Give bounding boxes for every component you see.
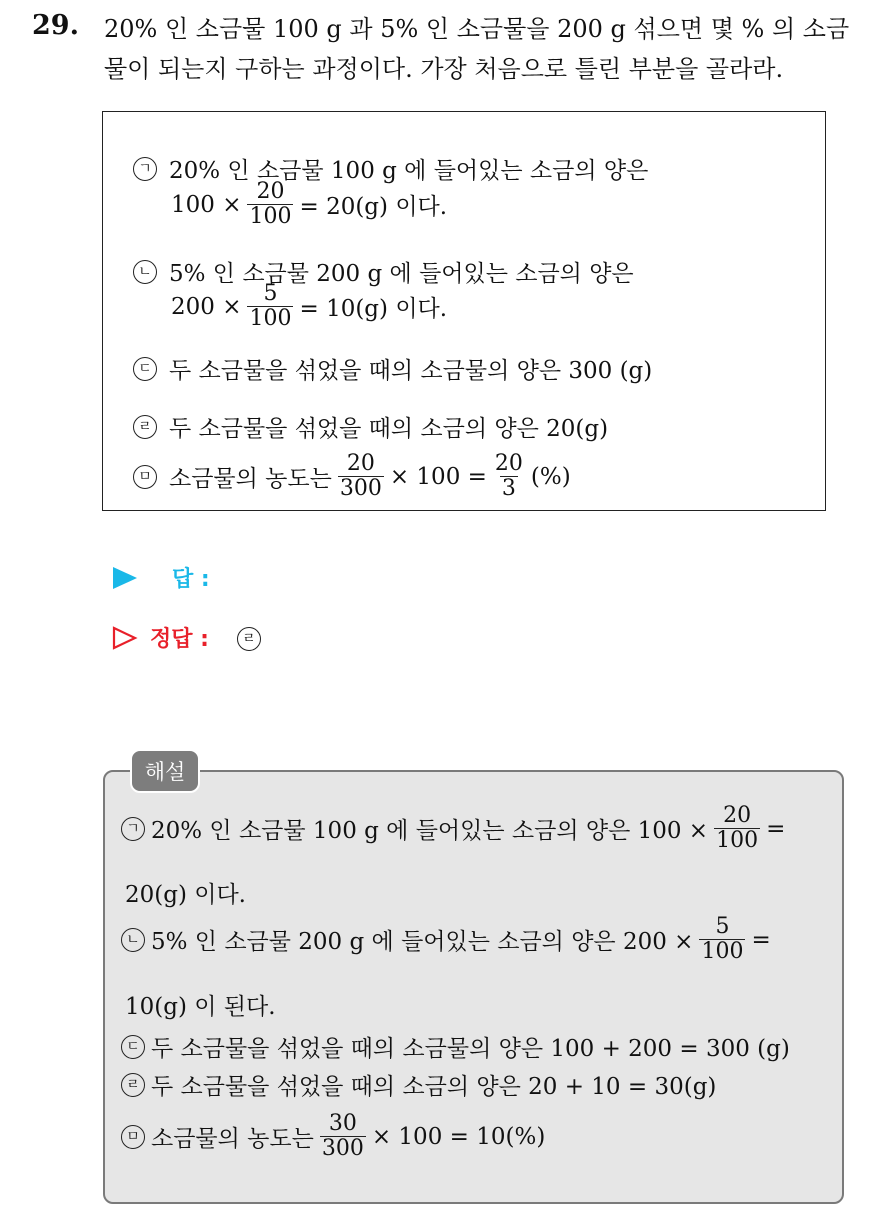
solution-box (103, 770, 844, 1204)
denominator: 100 (716, 828, 759, 854)
solution-text: 두 소금물을 섞었을 때의 소금물의 양은 100 + 200 = 300 (g) (151, 1036, 790, 1062)
marker-circle: ㄷ (121, 1035, 145, 1059)
step-5-line (133, 452, 571, 501)
solution-text: 20(g) 이다. (125, 882, 246, 908)
marker-circle: ㄹ (133, 415, 157, 439)
step-3-line (133, 352, 652, 385)
solution-text: 20% 인 소금물 100 g 에 들어있는 소금의 양은 100 × (151, 818, 709, 845)
denominator: 300 (339, 476, 382, 502)
marker-circle: ㄴ (121, 928, 145, 952)
solution-text: × 100 = 10(%) (371, 1123, 546, 1150)
fraction (247, 180, 293, 229)
expr-post: (%) (530, 463, 571, 490)
numerator: 20 (346, 451, 375, 476)
expr-post: = 20(g) 이다. (299, 194, 448, 221)
fraction (714, 804, 760, 853)
solution-text: 10(g) 이 된다. (125, 994, 276, 1020)
numerator: 20 (723, 803, 752, 828)
denominator: 3 (501, 476, 516, 502)
step-1-line-b (171, 180, 447, 229)
answer-arrow-icon (112, 566, 138, 590)
equals-sign: = (766, 815, 786, 842)
step-text: 5% 인 소금물 200 g 에 들어있는 소금의 양은 (169, 261, 634, 287)
marker-circle: ㅁ (133, 465, 157, 489)
solution-line-2-cont (125, 988, 276, 1021)
solution-text: 소금물의 농도는 (151, 1126, 314, 1153)
step-text: 두 소금물을 섞었을 때의 소금의 양은 20(g) (169, 416, 609, 442)
correct-answer-value: ㄹ (237, 627, 261, 651)
correct-answer-arrow-icon (112, 626, 138, 650)
solution-tag: 해설 (130, 749, 200, 793)
answer-label: 답 : (172, 567, 210, 592)
expr-mid: × 100 = (389, 463, 487, 490)
marker-circle: ㄱ (121, 817, 145, 841)
correct-answer-label: 정답 : (150, 627, 209, 652)
marker-circle: ㄹ (121, 1073, 145, 1097)
solution-line-1 (121, 804, 785, 853)
question-number: 29. (32, 10, 79, 41)
fraction (338, 452, 384, 501)
fraction (320, 1112, 366, 1161)
fraction (699, 915, 745, 964)
solution-line-2 (121, 915, 771, 964)
marker-circle: ㄴ (133, 260, 157, 284)
step-4-line (133, 410, 608, 443)
solution-text: 두 소금물을 섞었을 때의 소금의 양은 20 + 10 = 30(g) (151, 1074, 717, 1100)
solution-line-5 (121, 1112, 545, 1161)
denominator: 100 (249, 306, 292, 332)
numerator: 20 (494, 451, 523, 476)
solution-text: 5% 인 소금물 200 g 에 들어있는 소금의 양은 200 × (151, 929, 694, 956)
step-2-line-b (171, 282, 447, 331)
step-text: 소금물의 농도는 (169, 466, 332, 493)
step-text: 20% 인 소금물 100 g 에 들어있는 소금의 양은 (169, 158, 649, 184)
marker-circle: ㄱ (133, 157, 157, 181)
solution-line-3 (121, 1030, 790, 1063)
expr-pre: 200 × (171, 293, 242, 320)
denominator: 100 (249, 204, 292, 230)
denominator: 300 (321, 1136, 364, 1162)
numerator: 30 (328, 1111, 357, 1136)
numerator: 20 (256, 179, 285, 204)
step-text: 두 소금물을 섞었을 때의 소금물의 양은 300 (g) (169, 358, 653, 384)
marker-circle: ㅁ (121, 1125, 145, 1149)
marker-circle: ㄷ (133, 357, 157, 381)
equals-sign: = (751, 926, 771, 953)
question-line-1: 20% 인 소금물 100 g 과 5% 인 소금물을 200 g 섞으면 몇 % 의 소금 (104, 15, 850, 43)
numerator: 5 (263, 281, 278, 306)
solution-line-1-cont (125, 876, 246, 909)
denominator: 100 (701, 939, 744, 965)
problem-box (102, 111, 826, 511)
expr-post: = 10(g) 이다. (299, 296, 448, 323)
numerator: 5 (715, 914, 730, 939)
question-line-2: 물이 되는지 구하는 과정이다. 가장 처음으로 틀린 부분을 골라라. (104, 55, 784, 83)
fraction (247, 282, 293, 331)
solution-line-4 (121, 1068, 716, 1101)
expr-pre: 100 × (171, 191, 242, 218)
fraction (493, 452, 525, 501)
